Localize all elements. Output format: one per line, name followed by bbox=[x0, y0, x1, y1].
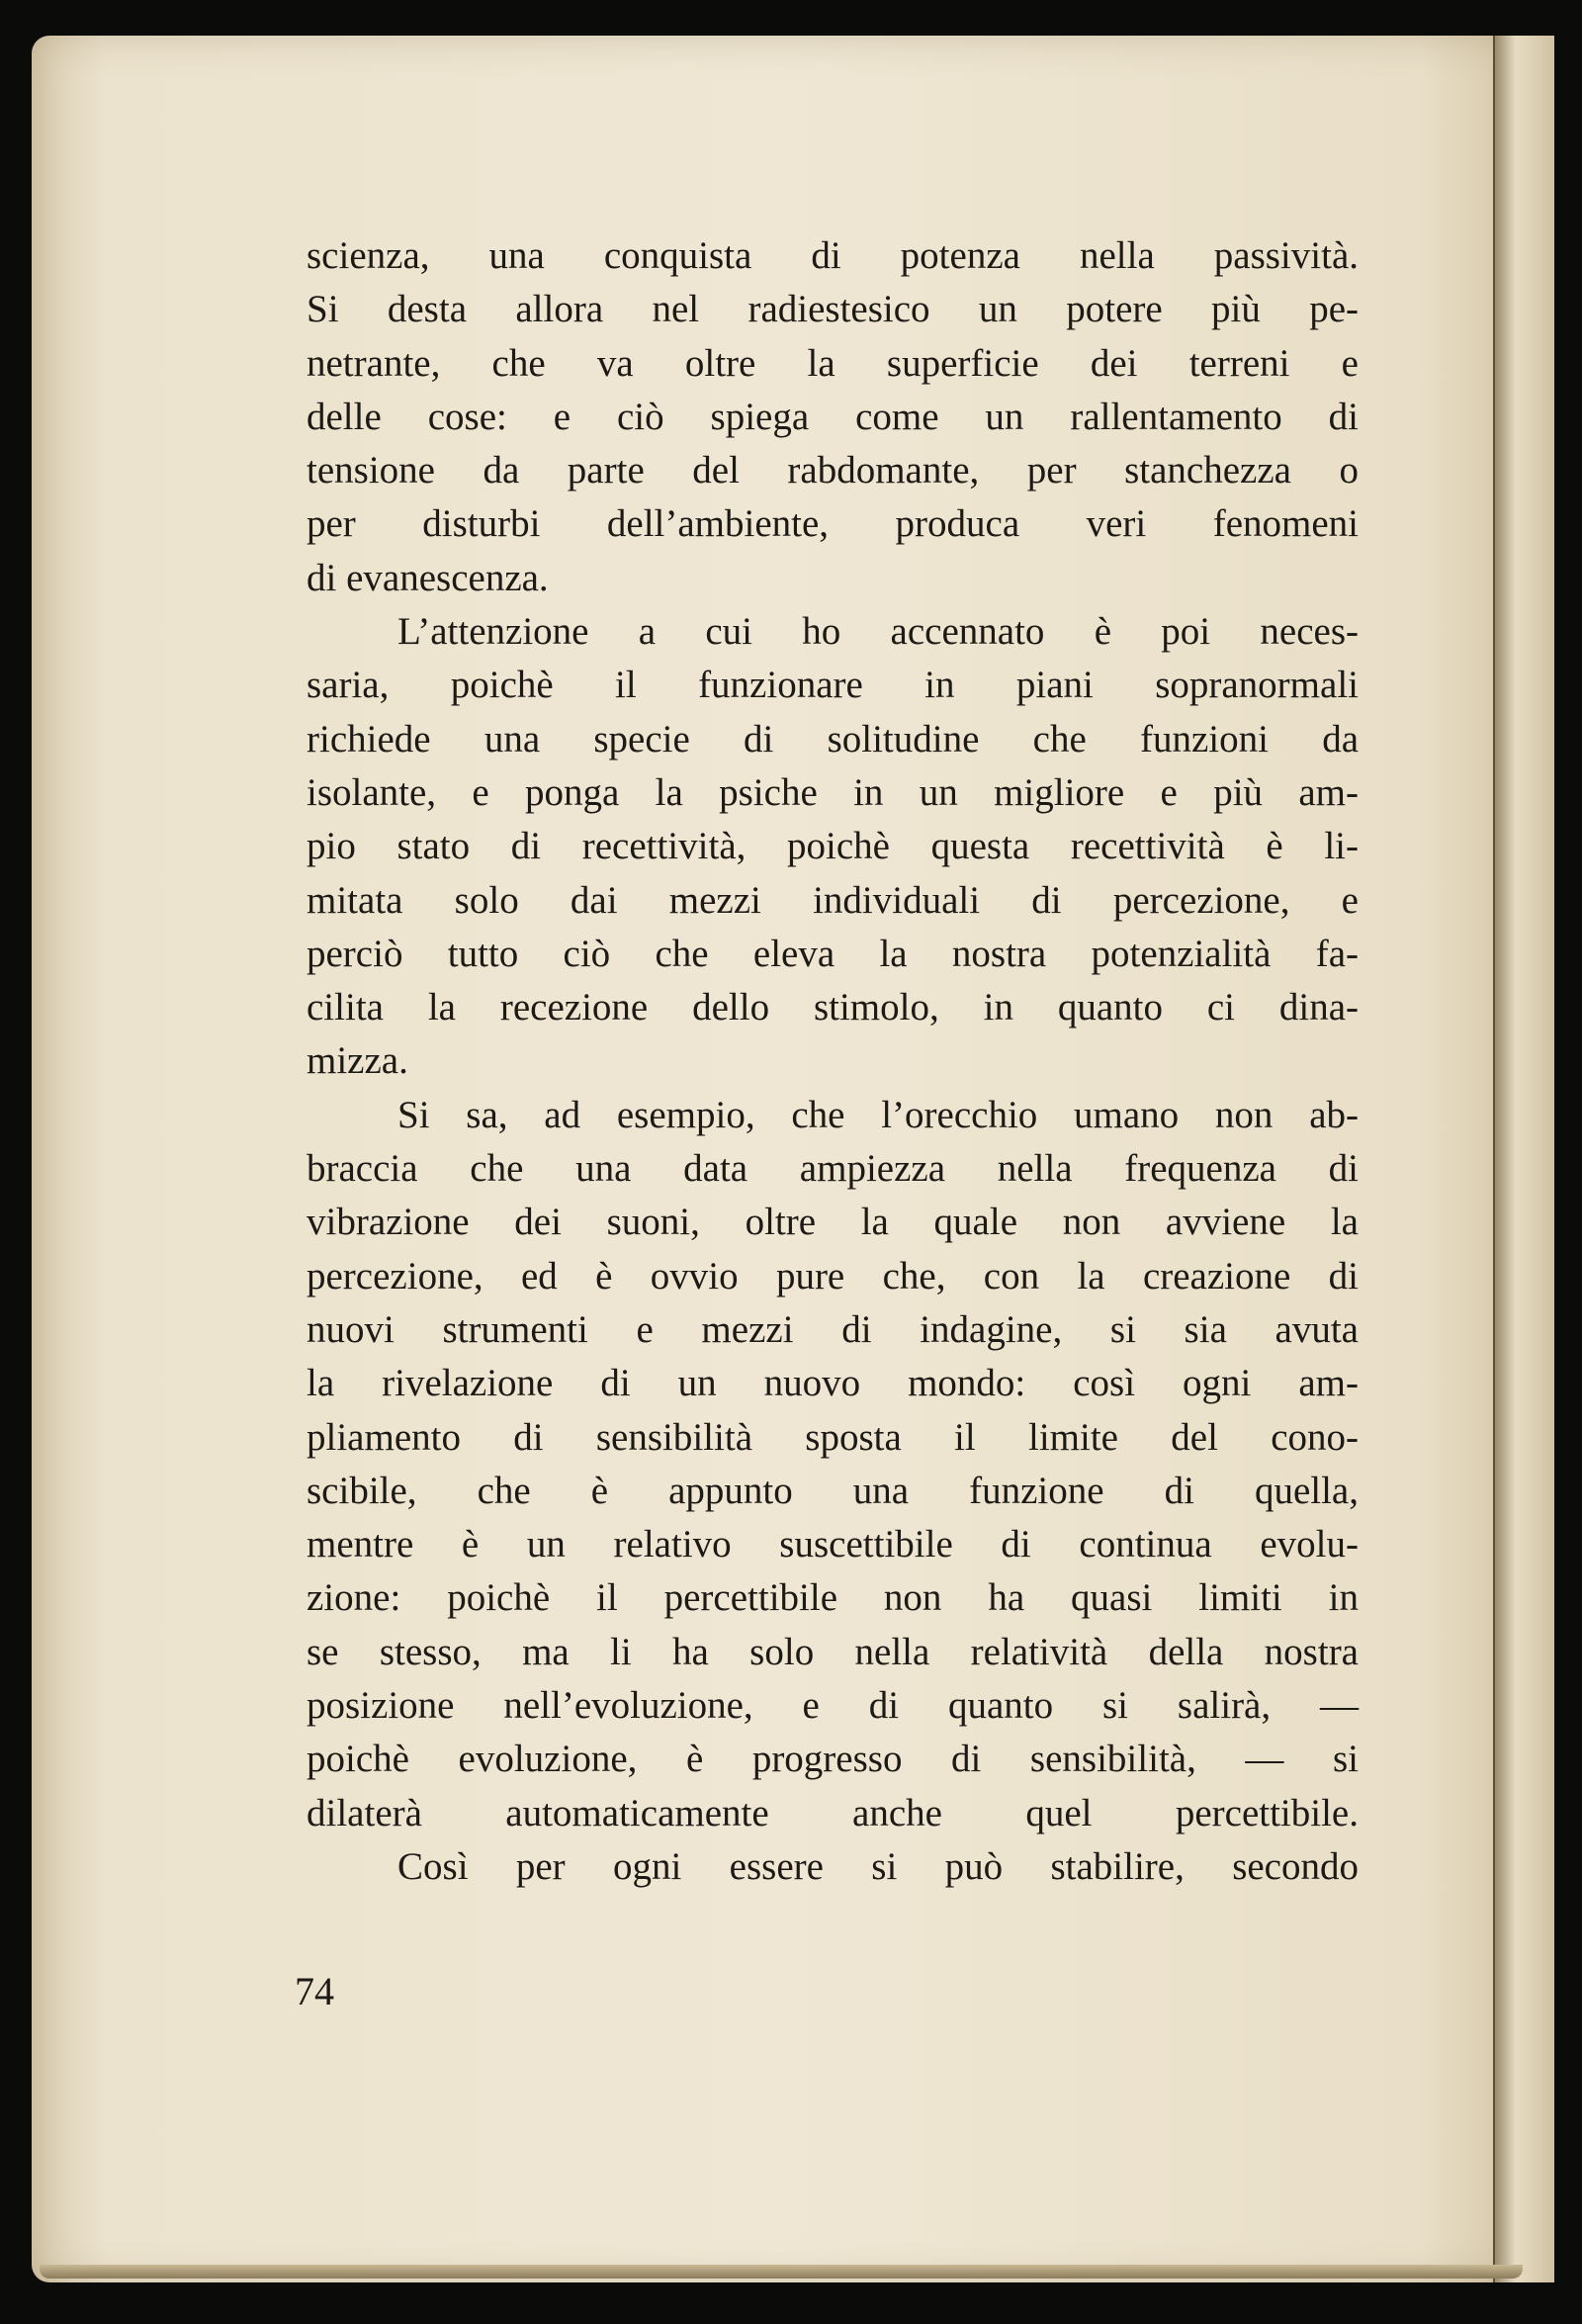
text-line: per disturbi dell’ambiente, produca veri fenomeni bbox=[307, 502, 1359, 546]
text-line: saria, poichè il funzionare in piani sopranormali bbox=[307, 664, 1359, 707]
text-line: Si desta allora nel radiestesico un potere più pe- bbox=[307, 288, 1359, 331]
text-line: di evanescenza. bbox=[307, 556, 549, 599]
text-line: pio stato di recettività, poichè questa recettività è li- bbox=[307, 825, 1359, 868]
paragraph-start-line: Così per ogni essere si può stabilire, secondo bbox=[397, 1844, 1359, 1888]
text-line: perciò tutto ciò che eleva la nostra potenzialità fa- bbox=[307, 932, 1359, 975]
text-line: netrante, che va oltre la superficie dei terreni e bbox=[307, 341, 1359, 385]
text-line: tensione da parte del rabdomante, per stanchezza o bbox=[307, 449, 1359, 492]
book-spine bbox=[1493, 36, 1554, 2282]
text-line: isolante, e ponga la psiche in un migliore e più am- bbox=[307, 770, 1359, 814]
text-line: dilaterà automaticamente anche quel percettibile. bbox=[307, 1791, 1359, 1834]
page-text bbox=[307, 229, 1359, 1894]
text-line: scibile, che è appunto una funzione di quella, bbox=[307, 1469, 1359, 1512]
page-number: 74 bbox=[295, 1969, 334, 2013]
text-line: scienza, una conquista di potenza nella passività. bbox=[307, 234, 1359, 277]
paragraph-start-line: L’attenzione a cui ho accennato è poi neces- bbox=[397, 610, 1359, 654]
text-line: richiede una specie di solitudine che funzioni da bbox=[307, 717, 1359, 760]
text-line: vibrazione dei suoni, oltre la quale non avviene la bbox=[307, 1201, 1359, 1244]
text-line: nuovi strumenti e mezzi di indagine, si sia avuta bbox=[307, 1307, 1359, 1351]
text-line: delle cose: e ciò spiega come un rallentamento di bbox=[307, 395, 1359, 438]
text-line: percezione, ed è ovvio pure che, con la creazione di bbox=[307, 1254, 1359, 1297]
text-line: mizza. bbox=[307, 1039, 408, 1083]
text-line: braccia che una data ampiezza nella frequenza di bbox=[307, 1147, 1359, 1191]
text-line: la rivelazione di un nuovo mondo: così ogni am- bbox=[307, 1362, 1359, 1405]
text-line: se stesso, ma li ha solo nella relatività della nostra bbox=[307, 1630, 1359, 1673]
text-line: zione: poichè il percettibile non ha quasi limiti in bbox=[307, 1576, 1359, 1620]
paragraph-start-line: Si sa, ad esempio, che l’orecchio umano non ab- bbox=[397, 1093, 1359, 1136]
page-bottom-edge bbox=[40, 2265, 1523, 2279]
text-line: cilita la recezione dello stimolo, in quanto ci dina- bbox=[307, 986, 1359, 1029]
text-line: mitata solo dai mezzi individuali di percezione, e bbox=[307, 878, 1359, 922]
text-line: posizione nell’evoluzione, e di quanto si salirà, — bbox=[307, 1684, 1359, 1728]
text-line: poichè evoluzione, è progresso di sensibilità, — si bbox=[307, 1738, 1359, 1781]
text-line: mentre è un relativo suscettibile di continua evolu- bbox=[307, 1523, 1359, 1566]
text-line: pliamento di sensibilità sposta il limite del cono- bbox=[307, 1415, 1359, 1459]
